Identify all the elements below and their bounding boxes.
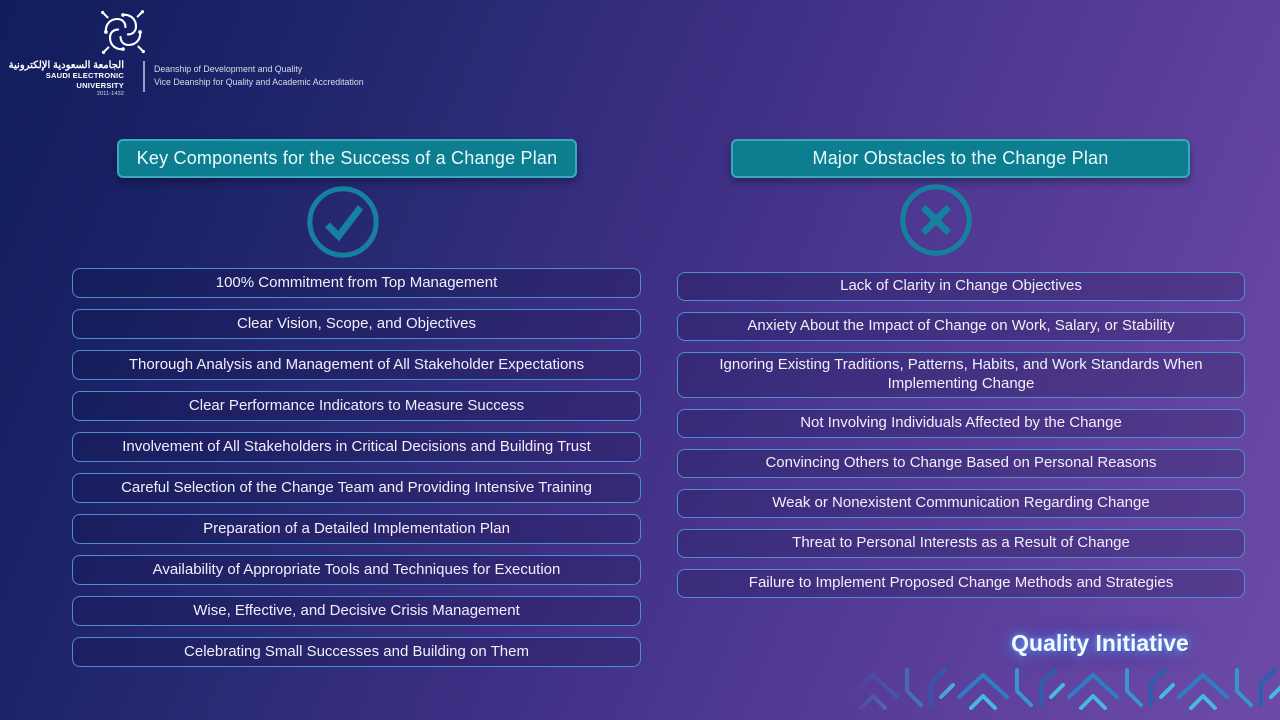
list-item: 100% Commitment from Top Management	[72, 268, 641, 298]
list-item: Anxiety About the Impact of Change on Work, Salary, or Stability	[677, 312, 1245, 341]
deanship-text	[154, 63, 484, 89]
list-item: Careful Selection of the Change Team and Providing Intensive Training	[72, 473, 641, 503]
university-name-arabic: الجامعة السعودية الإلكترونية	[8, 60, 124, 71]
list-item: Ignoring Existing Traditions, Patterns, Habits, and Work Standards When Implementing Change	[677, 352, 1245, 398]
list-item: Not Involving Individuals Affected by the Change	[677, 409, 1245, 438]
header-divider	[143, 61, 145, 92]
list-item: Clear Performance Indicators to Measure Success	[72, 391, 641, 421]
deanship-line1: Deanship of Development and Quality	[154, 64, 303, 74]
list-item: Celebrating Small Successes and Building on Them	[72, 637, 641, 667]
list-item: Threat to Personal Interests as a Result of Change	[677, 529, 1245, 558]
check-circle-icon	[304, 183, 382, 261]
university-years: 2011-1432	[96, 90, 124, 97]
list-item: Convincing Others to Change Based on Personal Reasons	[677, 449, 1245, 478]
left-panel-title: Key Components for the Success of a Change Plan	[117, 139, 577, 178]
list-item: Preparation of a Detailed Implementation Plan	[72, 514, 641, 544]
x-circle-icon	[897, 181, 975, 259]
university-header	[0, 0, 520, 100]
list-item: Failure to Implement Proposed Change Methods and Strategies	[677, 569, 1245, 598]
logo-text-block	[8, 60, 124, 98]
university-logo-icon	[97, 6, 149, 58]
list-item: Clear Vision, Scope, and Objectives	[72, 309, 641, 339]
university-name-english: SAUDI ELECTRONIC UNIVERSITY	[45, 71, 124, 90]
key-components-list	[72, 268, 641, 667]
right-panel-title: Major Obstacles to the Change Plan	[731, 139, 1190, 178]
list-item: Lack of Clarity in Change Objectives	[677, 272, 1245, 301]
deanship-line2: Vice Deanship for Quality and Academic Accreditation	[154, 76, 364, 87]
quality-initiative-watermark: Quality Initiative	[1011, 630, 1189, 656]
circuit-pattern-decoration	[845, 661, 1280, 713]
list-item: Availability of Appropriate Tools and Techniques for Execution	[72, 555, 641, 585]
list-item: Wise, Effective, and Decisive Crisis Management	[72, 596, 641, 626]
list-item: Involvement of All Stakeholders in Critical Decisions and Building Trust	[72, 432, 641, 462]
list-item: Weak or Nonexistent Communication Regarding Change	[677, 489, 1245, 518]
list-item: Thorough Analysis and Management of All Stakeholder Expectations	[72, 350, 641, 380]
major-obstacles-list	[677, 272, 1245, 598]
